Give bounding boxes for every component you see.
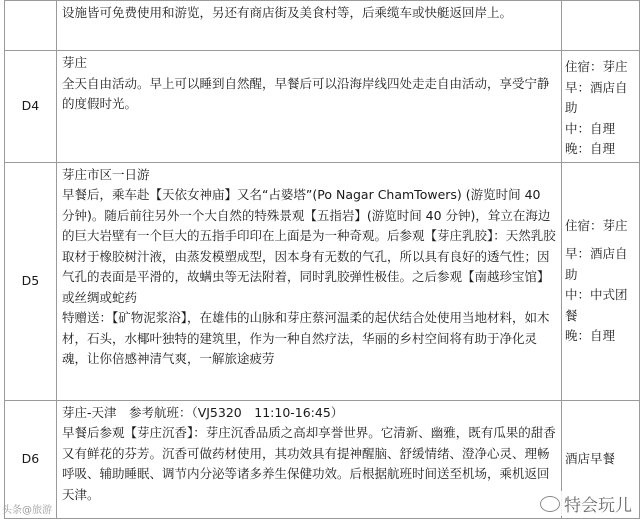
itinerary-table — [4, 0, 640, 519]
description-cell — [56, 51, 561, 163]
stay-line: 晚：自理 — [565, 328, 616, 343]
wechat-icon — [540, 496, 560, 512]
description-text: 全天自由活动。早上可以睡到自然醒，早餐后可以沿海岸线四处走走自由活动，享受宁静的度假时光。 — [61, 75, 550, 111]
description-cell — [56, 1, 561, 51]
description-text: 早餐后，乘车赴【天依女神庙】又名“占婆塔”(Po Nagar ChamTowers) (游览时间 40 分钟)。随后前往另外一个大自然的特殊景观【五指岩】(游览时间 40 分钟)，耸立在海边的巨大岩壁有一个巨大的五指手印印在上面是为一种奇观。后参观【芽庄乳胶】：天然乳胶取材于橡胶树汁液，由蒸发模塑成型，因本身有无数的气孔，所以具有良好的透气性；因气孔的表面是平滑的，故螨虫等无法附着，同时乳胶弹性极佳。之后参观【南越珍宝馆】或丝绸或蛇药 — [61, 187, 556, 305]
account-watermark — [540, 491, 632, 516]
day-title: 芽庄 — [61, 55, 87, 70]
accommodation-cell — [562, 51, 640, 163]
description-cell — [56, 162, 561, 400]
description-text: 特赠送：【矿物泥浆浴】，在雄伟的山脉和芽庄蔡河温柔的起伏结合处使用当地材料，如木材，石头，水椰叶独特的建筑里，作为一种自然疗法，华丽的乡村空间将有助于净化灵魂，让你倍感神清气爽，一解旅途疲劳 — [61, 310, 550, 366]
day-title: 芽庄-天津 参考航班：（VJ5320 11:10-16:45） — [61, 404, 344, 420]
source-watermark: 头条@旅游 — [2, 505, 52, 516]
table-row — [5, 1, 640, 51]
accommodation-cell — [562, 162, 640, 400]
stay-line: 住宿：芽庄 — [565, 59, 628, 74]
description-text: 早餐后参观【芽庄沉香】：芽庄沉香品质之高却享誉世界。它清新、幽雅，既有瓜果的甜香又有鲜花的芬芳。沉香可做药材使用，其功效具有提神醒脑、舒缓情绪、澄净心灵、理畅呼吸、辅助睡眠、调节内分泌等诸多养生保健功效。后根据航班时间送至机场，乘机返回天津。 — [61, 425, 556, 502]
day-cell: D4 — [5, 51, 57, 163]
spacer — [565, 236, 634, 244]
day-cell: D6 — [5, 400, 57, 518]
stay-line: 中：中式团餐 — [565, 287, 628, 323]
table-row — [5, 51, 640, 163]
stay-line: 早：酒店自助 — [565, 79, 628, 115]
stay-line: 住宿：芽庄 — [565, 217, 628, 233]
account-name: 特会玩儿 — [564, 496, 632, 516]
day-title: 芽庄市区一日游 — [61, 166, 150, 182]
description-cell — [56, 400, 561, 518]
stay-line: 早：酒店自助 — [565, 246, 628, 282]
day-cell — [5, 1, 57, 51]
stay-line: 中：自理 — [565, 120, 616, 136]
description-text: 设施皆可免费使用和游览，另还有商店街及美食村等，后乘缆车或快艇返回岸上。 — [61, 5, 512, 20]
accommodation-cell — [562, 1, 640, 51]
stay-line: 晚：自理 — [565, 141, 616, 156]
table-row — [5, 162, 640, 400]
day-cell: D5 — [5, 162, 57, 400]
stay-line: 酒店早餐 — [565, 450, 616, 466]
